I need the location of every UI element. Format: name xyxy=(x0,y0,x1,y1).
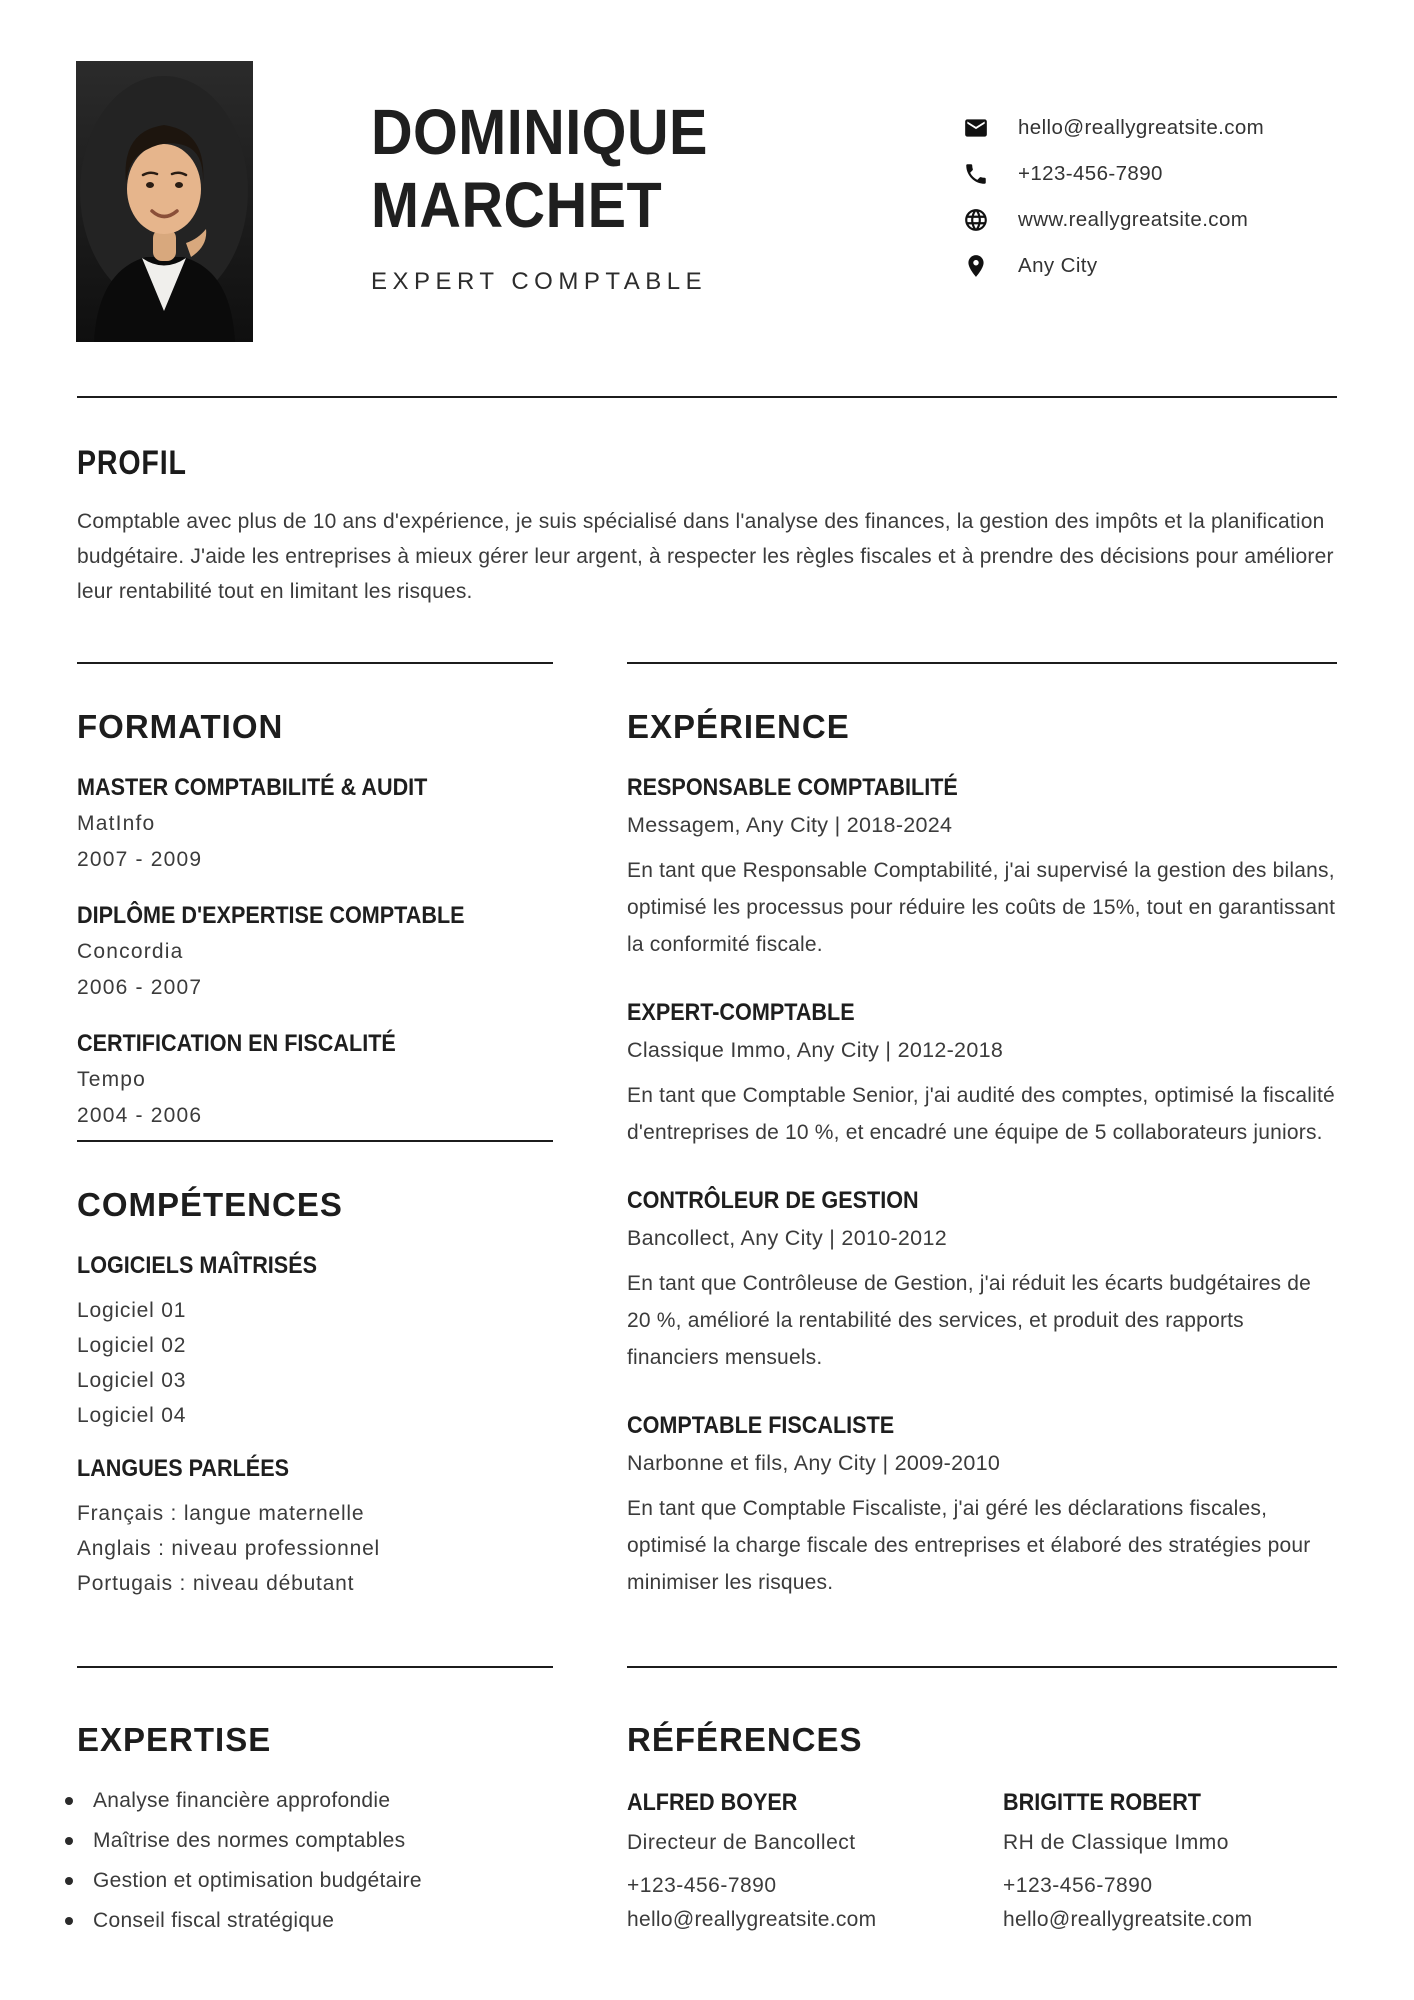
formation-item-dates: 2004 - 2006 xyxy=(77,1104,203,1127)
divider-formation xyxy=(77,662,553,664)
experience-item xyxy=(627,774,1337,963)
name-block xyxy=(371,96,745,296)
formation-item-school: Tempo xyxy=(77,1068,147,1091)
experience-item-title: RESPONSABLE COMPTABILITÉ xyxy=(627,774,958,801)
experience-item-title: EXPERT-COMPTABLE xyxy=(627,999,855,1026)
competences-heading: COMPÉTENCES xyxy=(77,1186,343,1223)
langue-item: Portugais : niveau débutant xyxy=(77,1572,355,1595)
experience-item-meta: Messagem, Any City | 2018-2024 xyxy=(627,813,953,837)
experience-item-description: En tant que Responsable Comptabilité, j'ai supervisé la gestion des bilans, optimisé les processus pour réduire les coûts de 15%, tout en garantissant la conformité fiscale. xyxy=(627,859,1336,956)
reference-name: ALFRED BOYER xyxy=(627,1789,798,1816)
logiciel-item: Logiciel 01 xyxy=(77,1299,187,1322)
experience-item-title: CONTRÔLEUR DE GESTION xyxy=(627,1187,919,1214)
experience-item xyxy=(627,1412,1337,1601)
profile-photo xyxy=(76,61,253,342)
contact-website xyxy=(963,206,1264,234)
references-list xyxy=(627,1789,1337,1933)
reference-role: Directeur de Bancollect xyxy=(627,1831,856,1854)
section-profil xyxy=(77,446,1341,609)
bottom-columns xyxy=(77,1666,1337,1941)
references-column xyxy=(627,1666,1337,1941)
divider-expertise xyxy=(77,1666,553,1668)
langue-item: Français : langue maternelle xyxy=(77,1502,365,1525)
langues-list xyxy=(77,1496,553,1601)
expertise-item-text: Maîtrise des normes comptables xyxy=(93,1829,406,1852)
formation-item-title: MASTER COMPTABILITÉ & AUDIT xyxy=(77,774,428,801)
reference-phone: +123-456-7890 xyxy=(1003,1874,1153,1897)
bullet-icon xyxy=(65,1837,73,1845)
reference-name: BRIGITTE ROBERT xyxy=(1003,1789,1201,1816)
bullet-icon xyxy=(65,1797,73,1805)
name-last: MARCHET xyxy=(371,169,663,241)
name-first: DOMINIQUE xyxy=(371,96,708,168)
references-heading: RÉFÉRENCES xyxy=(627,1721,863,1758)
left-column xyxy=(77,650,553,1601)
expertise-heading: EXPERTISE xyxy=(77,1721,272,1758)
portrait-photo-illustration xyxy=(76,61,253,342)
experience-item-title: COMPTABLE FISCALISTE xyxy=(627,1412,895,1439)
experience-item xyxy=(627,999,1337,1151)
reference-phone: +123-456-7890 xyxy=(627,1874,777,1897)
right-column xyxy=(627,650,1337,1601)
reference-card xyxy=(1003,1789,1379,1933)
formation-item-dates: 2006 - 2007 xyxy=(77,976,203,999)
langue-item: Anglais : niveau professionnel xyxy=(77,1537,381,1560)
divider-header xyxy=(77,396,1337,398)
location-pin-icon xyxy=(963,253,989,279)
logiciel-item: Logiciel 02 xyxy=(77,1334,187,1357)
expertise-item-text: Gestion et optimisation budgétaire xyxy=(93,1869,422,1892)
reference-card xyxy=(627,1789,1003,1933)
logiciels-heading: LOGICIELS MAÎTRISÉS xyxy=(77,1252,318,1279)
expertise-item xyxy=(77,1901,553,1941)
experience-item-meta: Classique Immo, Any City | 2012-2018 xyxy=(627,1038,1004,1062)
bullet-icon xyxy=(65,1917,73,1925)
experience-item-meta: Bancollect, Any City | 2010-2012 xyxy=(627,1226,947,1250)
experience-item-meta: Narbonne et fils, Any City | 2009-2010 xyxy=(627,1451,1001,1475)
formation-item-title: DIPLÔME D'EXPERTISE COMPTABLE xyxy=(77,902,465,929)
experience-item-description: En tant que Contrôleuse de Gestion, j'ai réduit les écarts budgétaires de 20 %, amélioré la rentabilité des services, et produit des rapports financiers mensuels. xyxy=(627,1272,1312,1369)
formation-heading: FORMATION xyxy=(77,708,284,745)
expertise-item xyxy=(77,1861,553,1901)
formation-item xyxy=(77,1030,553,1128)
formation-item-title: CERTIFICATION EN FISCALITÉ xyxy=(77,1030,396,1057)
logiciels-list xyxy=(77,1293,553,1433)
contact-phone xyxy=(963,160,1264,188)
expertise-list xyxy=(77,1781,553,1941)
main-columns xyxy=(77,650,1337,1601)
contact-location xyxy=(963,252,1264,280)
contact-email xyxy=(963,114,1264,142)
divider-experience xyxy=(627,662,1337,664)
reference-email: hello@reallygreatsite.com xyxy=(627,1908,877,1931)
contact-website-text: www.reallygreatsite.com xyxy=(1018,208,1249,231)
globe-icon xyxy=(963,207,989,233)
expertise-item xyxy=(77,1821,553,1861)
formation-item-school: MatInfo xyxy=(77,812,156,835)
experience-item-description: En tant que Comptable Senior, j'ai audité des comptes, optimisé la fiscalité d'entreprises de 10 %, et encadré une équipe de 5 collaborateurs juniors. xyxy=(627,1084,1335,1144)
job-title: EXPERT COMPTABLE xyxy=(371,268,708,295)
phone-icon xyxy=(963,161,989,187)
formation-item xyxy=(77,902,553,1000)
logiciel-item: Logiciel 04 xyxy=(77,1404,187,1427)
formation-item-dates: 2007 - 2009 xyxy=(77,848,203,871)
profil-heading: PROFIL xyxy=(77,444,187,482)
formation-item-school: Concordia xyxy=(77,940,184,963)
logiciel-item: Logiciel 03 xyxy=(77,1369,187,1392)
divider-competences xyxy=(77,1140,553,1142)
experience-heading: EXPÉRIENCE xyxy=(627,708,850,745)
reference-email: hello@reallygreatsite.com xyxy=(1003,1908,1253,1931)
experience-item xyxy=(627,1187,1337,1376)
expertise-column xyxy=(77,1666,553,1941)
langues-heading: LANGUES PARLÉES xyxy=(77,1455,290,1482)
bullet-icon xyxy=(65,1877,73,1885)
formation-item xyxy=(77,774,553,872)
contact-phone-text: +123-456-7890 xyxy=(1018,162,1163,185)
envelope-icon xyxy=(963,115,989,141)
experience-item-description: En tant que Comptable Fiscaliste, j'ai géré les déclarations fiscales, optimisé la charge fiscale des entreprises et élaboré des stratégies pour minimiser les risques. xyxy=(627,1497,1311,1594)
expertise-item xyxy=(77,1781,553,1821)
reference-role: RH de Classique Immo xyxy=(1003,1831,1229,1854)
contact-location-text: Any City xyxy=(1018,254,1098,277)
contact-email-text: hello@reallygreatsite.com xyxy=(1018,116,1265,139)
expertise-item-text: Analyse financière approfondie xyxy=(93,1789,391,1812)
expertise-item-text: Conseil fiscal stratégique xyxy=(93,1909,335,1932)
contact-list xyxy=(963,114,1264,298)
profil-text: Comptable avec plus de 10 ans d'expérience, je suis spécialisé dans l'analyse des finances, la gestion des impôts et la planification budgétaire. J'aide les entreprises à mieux gérer leur argent, à respecter les règles fiscales et à prendre des décisions pour améliorer leur rentabilité tout en limitant les risques. xyxy=(77,510,1334,603)
divider-references xyxy=(627,1666,1337,1668)
